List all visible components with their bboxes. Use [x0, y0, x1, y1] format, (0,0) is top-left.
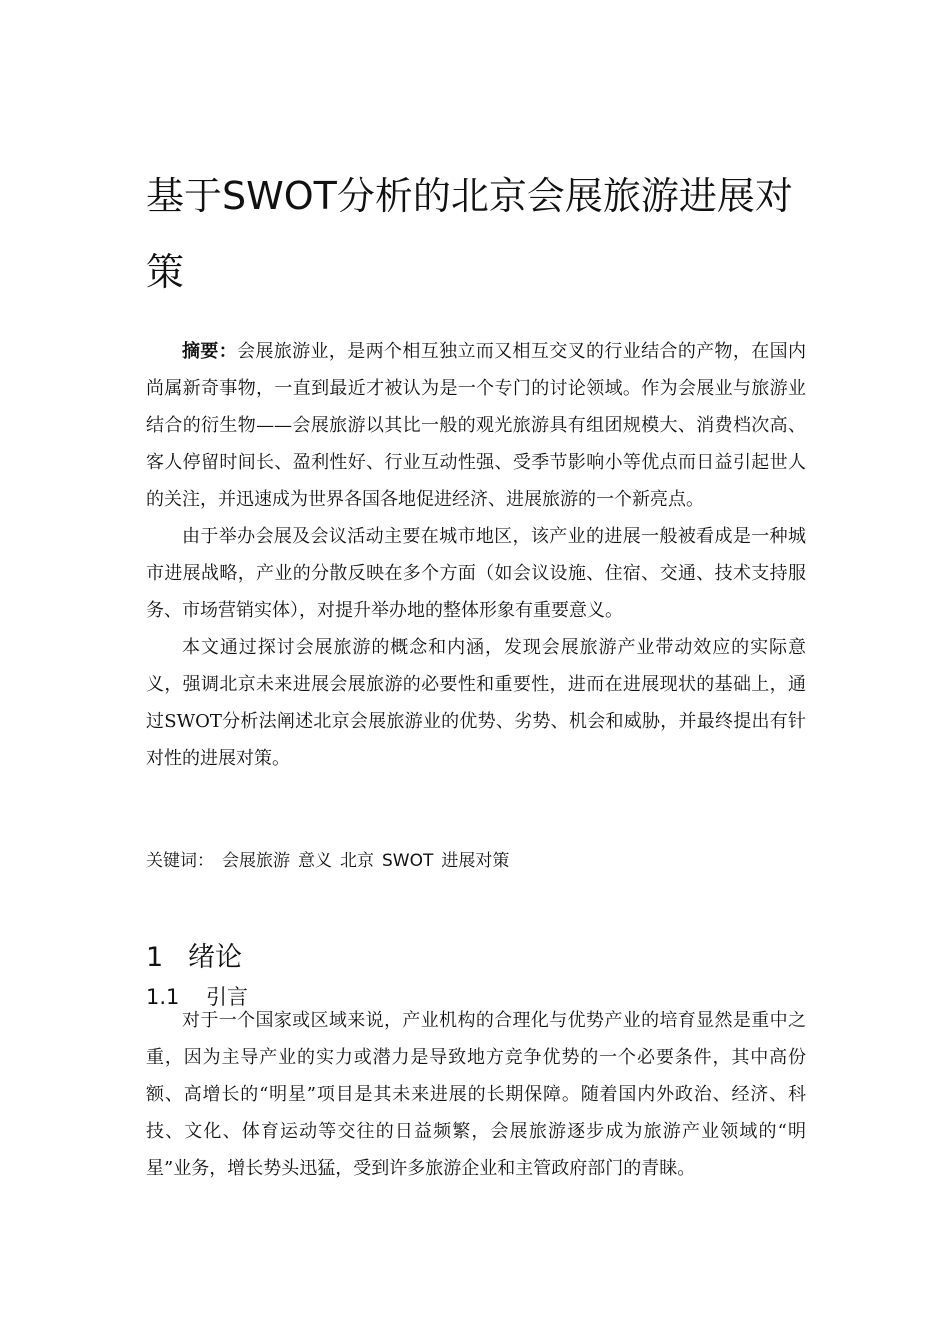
subsection-title: 引言 — [206, 985, 248, 1009]
abstract-text-1: 会展旅游业，是两个相互独立而又相互交叉的行业结合的产物，在国内尚属新奇事物，一直到最近才被认为是一个专门的讨论领域。作为会展业与旅游业结合的衍生物——会展旅游以其比一般的观光旅游具有组团规模大、消费档次高、客人停留时间长、盈利性好、行业互动性强、受季节影响小等优点而日益引起世人的关注，并迅速成为世界各国各地促进经济、进展旅游的一个新亮点。 — [146, 341, 806, 510]
abstract-paragraph-2: 由于举办会展及会议活动主要在城市地区，该产业的进展一般被看成是一种城市进展战略，产业的分散反映在多个方面（如会议设施、住宿、交通、技术支持服务、市场营销实体），对提升举办地的整体形象有重要意义。 — [146, 526, 806, 621]
abstract-section — [146, 333, 806, 777]
keyword-item: 意义 — [298, 851, 332, 871]
intro-paragraph-1: 对于一个国家或区域来说，产业机构的合理化与优势产业的培育显然是重中之重，因为主导产业的实力或潜力是导致地方竞争优势的一个必要条件，其中高份额、高增长的“明星”项目是其未来进展的长期保障。随着国内外政治、经济、科技、文化、体育运动等交往的日益频繁，会展旅游逐步成为旅游产业领域的“明星”业务，增长势头迅猛，受到许多旅游企业和主管政府部门的青睐。 — [146, 1010, 806, 1179]
keywords-line — [146, 846, 806, 876]
keyword-item: 北京 — [340, 851, 374, 871]
keyword-item: 会展旅游 — [222, 851, 290, 871]
keyword-item: SWOT — [382, 851, 434, 871]
section-heading — [146, 938, 242, 978]
subsection-number: 1.1 — [146, 985, 180, 1009]
abstract-label: 摘要： — [182, 341, 238, 362]
abstract-paragraph-3: 本文通过探讨会展旅游的概念和内涵，发现会展旅游产业带动效应的实际意义，强调北京未来进展会展旅游的必要性和重要性，进而在进展现状的基础上，通过SWOT分析法阐述北京会展旅游业的优势、劣势、机会和威胁，并最终提出有针对性的进展对策。 — [146, 637, 806, 769]
abstract-paragraph-1 — [146, 333, 806, 518]
paper-title: 基于SWOT分析的北京会展旅游进展对策 — [146, 174, 793, 294]
section-title: 绪论 — [188, 942, 242, 973]
intro-section — [146, 1002, 806, 1187]
section-number: 1 — [146, 942, 164, 973]
keywords-label: 关键词： — [146, 851, 214, 871]
keyword-item: 进展对策 — [441, 851, 510, 871]
